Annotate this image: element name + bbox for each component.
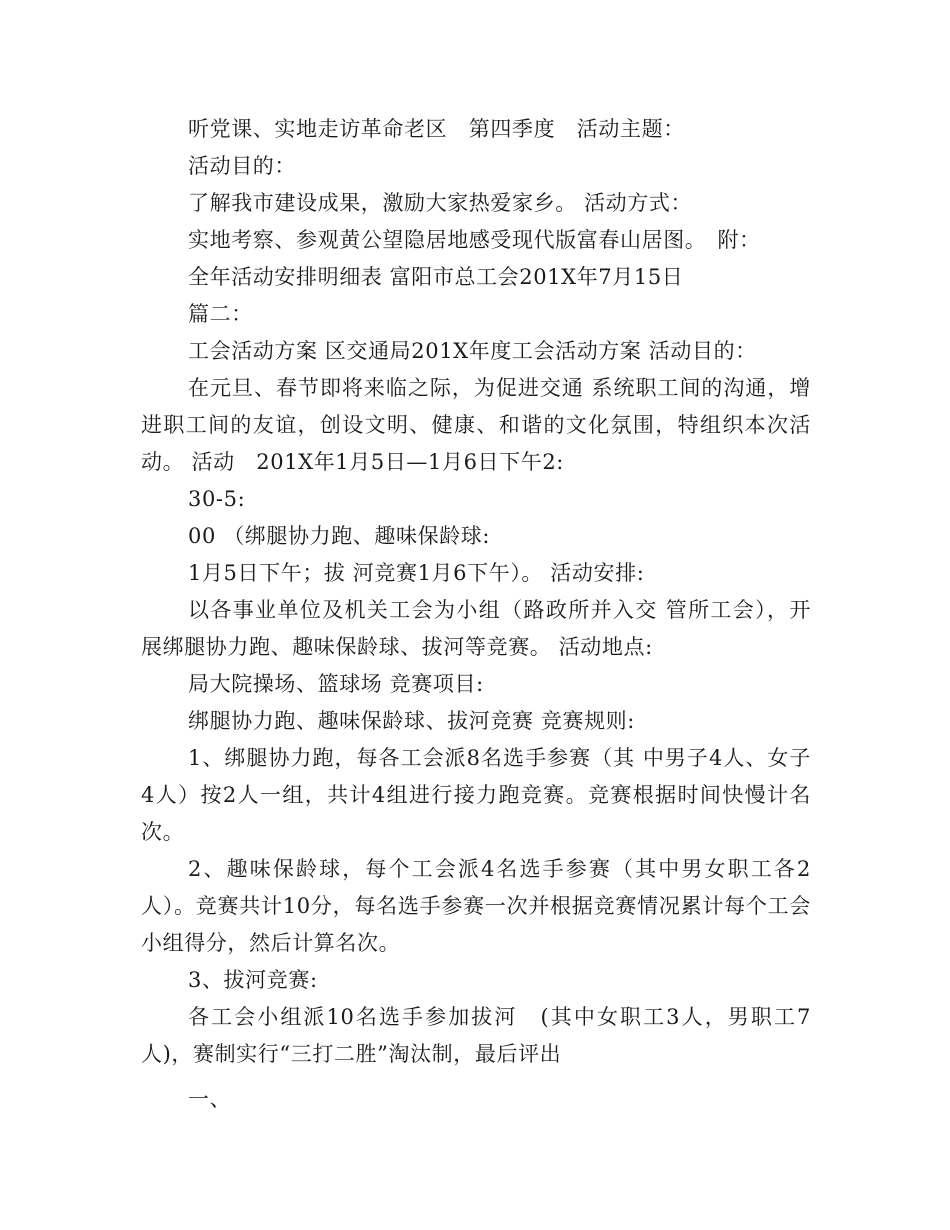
paragraph: 各工会小组派10名选手参加拔河 (其中女职工3人，男职工7人)，赛制实行“三打二胜”淘汰制，最后评出 bbox=[141, 1005, 811, 1066]
paragraph: 局大院操场、篮球场 竞赛项目: bbox=[188, 672, 484, 696]
paragraph: 了解我市建设成果，激励大家热爱家乡。 活动方式： bbox=[188, 191, 693, 215]
paragraph: 1、绑腿协力跑，每各工会派8名选手参赛（其 中男子4人、女子4人）按2人一组，共计4组进行接力跑竞赛。竞赛根据时间快慢计名次。 bbox=[141, 746, 811, 844]
paragraph: 1月5日下午；拔 河竞赛1月6下午）。 活动安排: bbox=[188, 561, 645, 585]
paragraph: 绑腿协力跑、趣味保龄球、拔河竞赛 竞赛规则: bbox=[188, 709, 635, 733]
paragraph: 以各事业单位及机关工会为小组（路政所并入交 管所工会），开展绑腿协力跑、趣味保龄球、拔河等竞赛。 活动地点: bbox=[141, 598, 811, 659]
paragraph: 一、 bbox=[188, 1087, 232, 1111]
paragraph: 在元旦、春节即将来临之际，为促进交通 系统职工间的沟通，增进职工间的友谊，创设文明、健康、和谐的文化氛围，特组织本次活动。 活动 201X年1月5日—1月6日下午2: bbox=[141, 376, 811, 474]
paragraph: 3、拔河竞赛: bbox=[188, 968, 318, 992]
paragraph: 30-5: bbox=[188, 487, 246, 511]
paragraph: 工会活动方案 区交通局201X年度工会活动方案 活动目的： bbox=[188, 339, 757, 363]
paragraph: 活动目的： bbox=[188, 154, 296, 178]
document-body bbox=[141, 111, 811, 1118]
paragraph: 听党课、实地走访革命老区 第四季度 活动主题： bbox=[188, 117, 685, 141]
section-heading: 篇二： bbox=[188, 302, 253, 326]
paragraph: 实地考察、参观黄公望隐居地感受现代版富春山居图。 附： bbox=[188, 228, 761, 252]
paragraph: 全年活动安排明细表 富阳市总工会201X年7月15日 bbox=[188, 265, 684, 289]
paragraph: 2、趣味保龄球，每个工会派4名选手参赛（其中男女职工各2人）。竞赛共计10分，每名选手参赛一次并根据竞赛情况累计每个工会小组得分，然后计算名次。 bbox=[141, 857, 811, 955]
paragraph: 00 （绑腿协力跑、趣味保龄球: bbox=[188, 524, 491, 548]
